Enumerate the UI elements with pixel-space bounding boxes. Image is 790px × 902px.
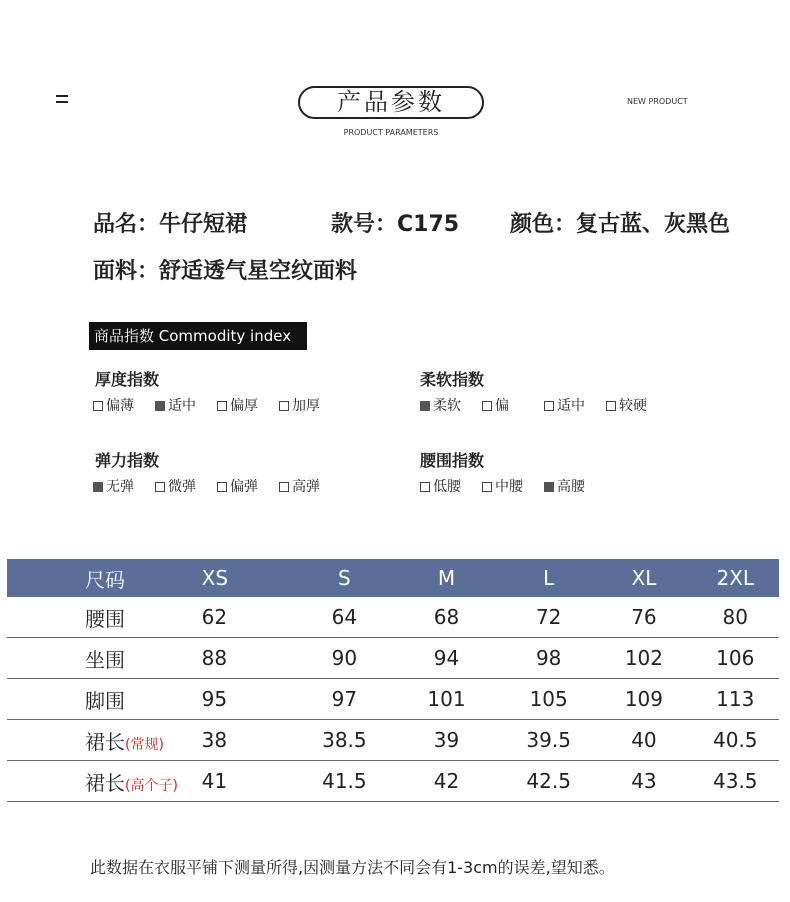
checkbox-icon — [217, 401, 227, 411]
checkbox-icon — [155, 482, 165, 492]
table-cell: 43.5 — [692, 761, 779, 802]
index-group-title: 弹力指数 — [95, 451, 160, 470]
index-option[interactable] — [217, 396, 258, 416]
page-subtitle: PRODUCT PARAMETERS — [343, 128, 439, 137]
commodity-index-heading: 商品指数 Commodity index — [89, 322, 307, 350]
checkbox-checked-icon — [93, 482, 103, 492]
row-label — [7, 679, 202, 720]
table-cell: 105 — [501, 679, 596, 720]
table-row — [7, 679, 779, 720]
option-label: 偏 — [495, 398, 509, 414]
measurement-note: 此数据在衣服平铺下测量所得,因测量方法不同会有1-3cm的误差,望知悉。 — [90, 858, 615, 877]
index-options — [93, 396, 353, 416]
table-cell: 94 — [392, 638, 501, 679]
table-cell: 106 — [692, 638, 779, 679]
table-cell: 38.5 — [297, 720, 392, 761]
page-title: 产品参数 — [298, 86, 484, 119]
table-cell: 41.5 — [297, 761, 392, 802]
index-option[interactable] — [544, 477, 585, 497]
table-row — [7, 761, 779, 802]
table-cell: 39.5 — [501, 720, 596, 761]
table-row — [7, 638, 779, 679]
option-label: 高弹 — [292, 479, 320, 495]
column-header: XL — [596, 559, 691, 597]
checkbox-checked-icon — [155, 401, 165, 411]
row-label-text: 坐围 — [85, 647, 125, 672]
index-option[interactable] — [420, 477, 461, 497]
table-cell: 98 — [501, 638, 596, 679]
row-label-text: 裙长 — [85, 770, 125, 795]
table-cell: 80 — [692, 597, 779, 638]
size-table — [7, 559, 779, 802]
checkbox-icon — [217, 482, 227, 492]
product-fabric: 面料：舒适透气星空纹面料 — [93, 259, 358, 284]
index-options — [420, 396, 680, 416]
table-cell: 62 — [202, 597, 297, 638]
table-cell: 64 — [297, 597, 392, 638]
table-cell: 38 — [202, 720, 297, 761]
index-option[interactable] — [482, 396, 509, 416]
index-options — [93, 477, 353, 497]
table-cell: 101 — [392, 679, 501, 720]
index-option[interactable] — [544, 396, 585, 416]
row-label-text: 腰围 — [85, 606, 125, 631]
row-label-note: (常规) — [125, 736, 164, 753]
index-option[interactable] — [606, 396, 647, 416]
row-label — [7, 597, 202, 638]
row-label — [7, 761, 202, 802]
checkbox-icon — [279, 482, 289, 492]
index-option[interactable] — [93, 396, 134, 416]
index-group-title: 腰围指数 — [420, 451, 485, 470]
new-product-label: NEW PRODUCT — [627, 97, 688, 106]
option-label: 高腰 — [557, 479, 585, 495]
index-option[interactable] — [279, 477, 320, 497]
table-cell: 68 — [392, 597, 501, 638]
product-name: 品名：牛仔短裙 — [93, 212, 248, 237]
table-cell: 109 — [596, 679, 691, 720]
column-header: XS — [202, 559, 297, 597]
table-cell: 40.5 — [692, 720, 779, 761]
checkbox-icon — [420, 482, 430, 492]
table-cell: 43 — [596, 761, 691, 802]
size-table-header — [7, 559, 779, 597]
index-options — [420, 477, 680, 497]
row-label — [7, 638, 202, 679]
option-label: 无弹 — [106, 479, 134, 495]
option-label: 中腰 — [495, 479, 523, 495]
table-cell: 42.5 — [501, 761, 596, 802]
checkbox-checked-icon — [544, 482, 554, 492]
table-cell: 39 — [392, 720, 501, 761]
table-row — [7, 720, 779, 761]
index-option[interactable] — [217, 477, 258, 497]
column-header: L — [501, 559, 596, 597]
index-option[interactable] — [155, 477, 196, 497]
table-cell: 41 — [202, 761, 297, 802]
option-label: 加厚 — [292, 398, 320, 414]
index-option[interactable] — [420, 396, 461, 416]
option-label: 低腰 — [433, 479, 461, 495]
option-label: 偏薄 — [106, 398, 134, 414]
row-label-text: 脚围 — [85, 688, 125, 713]
table-cell: 90 — [297, 638, 392, 679]
table-cell: 42 — [392, 761, 501, 802]
menu-icon[interactable] — [56, 95, 68, 107]
checkbox-icon — [544, 401, 554, 411]
product-color: 颜色：复古蓝、灰黑色 — [510, 212, 731, 237]
index-option[interactable] — [279, 396, 320, 416]
option-label: 适中 — [557, 398, 585, 414]
option-label: 微弹 — [168, 479, 196, 495]
table-cell: 102 — [596, 638, 691, 679]
checkbox-icon — [93, 401, 103, 411]
table-cell: 113 — [692, 679, 779, 720]
checkbox-icon — [606, 401, 616, 411]
checkbox-checked-icon — [420, 401, 430, 411]
product-model: 款号：C175 — [331, 212, 460, 237]
column-header: S — [297, 559, 392, 597]
option-label: 较硬 — [619, 398, 647, 414]
index-group-title: 柔软指数 — [420, 370, 485, 389]
table-cell: 72 — [501, 597, 596, 638]
index-option[interactable] — [482, 477, 523, 497]
option-label: 偏厚 — [230, 398, 258, 414]
row-label-note: (高个子) — [125, 777, 178, 794]
row-label-text: 裙长 — [85, 729, 125, 754]
row-label — [7, 720, 202, 761]
option-label: 柔软 — [433, 398, 461, 414]
option-label: 适中 — [168, 398, 196, 414]
table-row — [7, 597, 779, 638]
column-header: 2XL — [692, 559, 779, 597]
table-cell: 95 — [202, 679, 297, 720]
table-cell: 76 — [596, 597, 691, 638]
index-option[interactable] — [93, 477, 134, 497]
table-cell: 40 — [596, 720, 691, 761]
option-label: 偏弹 — [230, 479, 258, 495]
checkbox-icon — [482, 482, 492, 492]
checkbox-icon — [279, 401, 289, 411]
table-cell: 88 — [202, 638, 297, 679]
column-header: M — [392, 559, 501, 597]
column-header: 尺码 — [7, 559, 202, 597]
checkbox-icon — [482, 401, 492, 411]
index-option[interactable] — [155, 396, 196, 416]
table-cell: 97 — [297, 679, 392, 720]
index-group-title: 厚度指数 — [95, 370, 160, 389]
